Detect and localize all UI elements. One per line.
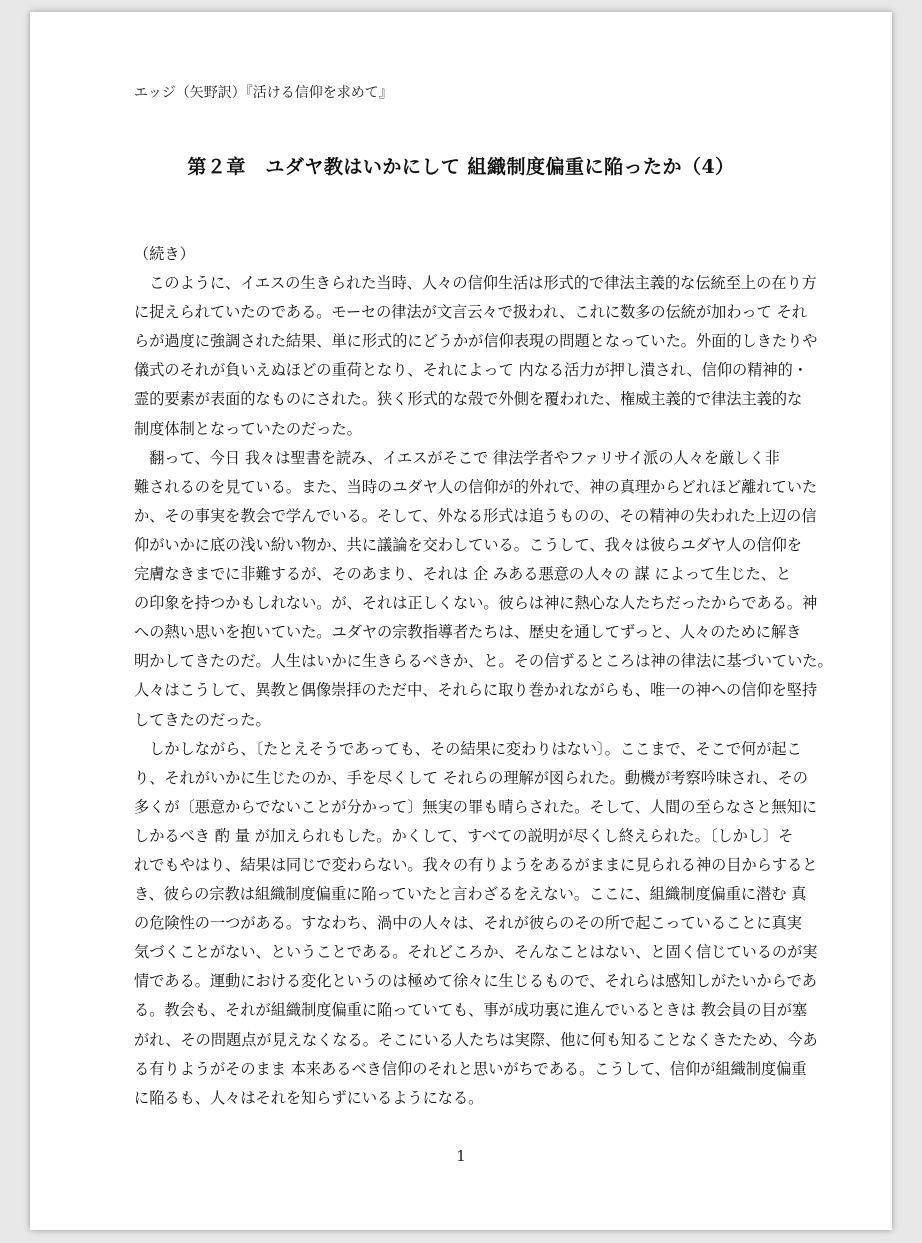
document-page (30, 12, 892, 1230)
text-line: り、それがいかに生じたのか、手を尽くして それらの理解が図られた。動機が考察吟味され、その (134, 768, 808, 787)
text-line: 難されるのを見ている。また、当時のユダヤ人の信仰が的外れで、神の真理からどれほど離れていた (134, 477, 818, 496)
text-line: の印象を持つかもしれない。が、それは正しくない。彼らは神に熱心な人たちだったからである。神 (134, 594, 818, 613)
chapter-title: 第２章 ユダヤ教はいかにして 組織制度偏重に陥ったか（4） (187, 156, 735, 178)
text-line: か、その事実を教会で学んでいる。そして、外なる形式は追うものの、その精神の失われた上辺の信 (134, 506, 817, 525)
text-line: に捉えられていたのである。モーセの律法が文言云々で扱われ、これに数多の伝統が加わって それ (134, 303, 807, 322)
text-line: れでもやはり、結果は同じで変わらない。我々の有りようをあるがままに見られる神の目からすると (134, 855, 818, 874)
text-line: の危険性の一つがある。すなわち、渦中の人々は、それが彼らのその所で起こっていることに真実 (134, 914, 802, 933)
text-line: してきたのだった。 (134, 710, 271, 729)
text-line: 気づくことがない、ということである。それどころか、そんなことはない、と固く信じているのが実 (134, 943, 818, 962)
text-line: る。教会も、それが組織制度偏重に陥っていても、事が成功裏に進んでいるときは 教会員の目が塞 (134, 1001, 808, 1020)
text-line: らが過度に強調された結果、単に形式的にどうかが信仰表現の問題となっていた。外面的しきたりや (134, 332, 818, 351)
text-line: 儀式のそれが負いえぬほどの重荷となり、それによって 内なる活力が押し潰され、信仰の精神的・ (134, 361, 808, 380)
running-header: エッジ（矢野訳）『活ける信仰を求めて』 (134, 85, 393, 101)
text-line: 情である。運動における変化というのは極めて徐々に生じるもので、それらは感知しがたいからであ (134, 972, 817, 991)
text-line: への熱い思いを抱いていた。ユダヤの宗教指導者たちは、歴史を通してずっと、人々のために解き (134, 623, 802, 642)
text-line: 翻って、今日 我々は聖書を読み、イエスがそこで 律法学者やファリサイ派の人々を厳しく非 (134, 448, 780, 467)
text-line: 多くが〔悪意からでないことが分かって〕無実の罪も晴らされた。そして、人間の至らなさと無知に (134, 797, 817, 816)
text-line: がれ、その問題点が見えなくなる。そこにいる人たちは実際、他に何も知ることなくきたため、今あ (134, 1030, 818, 1049)
body-text (134, 240, 833, 1113)
text-line: 制度体制となっていたのだった。 (134, 419, 362, 438)
text-line: る有りようがそのまま 本来あるべき信仰のそれと思いがちである。こうして、信仰が組織制度偏重 (134, 1059, 807, 1078)
text-line: しかるべき 酌 量 が加えられもした。かくして、すべての説明が尽くし終えられた。〔しかし〕そ (134, 826, 794, 845)
text-line: しかしながら、〔たとえそうであっても、その結果に変わりはない〕。ここまで、そこで何が起こ (134, 739, 802, 758)
text-line: 人々はこうして、異教と偶像崇拝のただ中、それらに取り巻かれながらも、唯一の神への信仰を堅持 (134, 681, 818, 700)
text-line: 仰がいかに底の浅い紛い物か、共に議論を交わしている。こうして、我々は彼らユダヤ人の信仰を (134, 535, 802, 554)
text-line: 明かしてきたのだ。人生はいかに生きらるべきか、と。その信ずるところは神の律法に基づいていた。 (134, 652, 833, 671)
text-line: き、彼らの宗教は組織制度偏重に陥っていたと言わざるをえない。ここに、組織制度偏重に潜む 真 (134, 885, 807, 904)
text-line: に陥るも、人々はそれを知らずにいるようになる。 (134, 1088, 484, 1107)
text-line: 完膚なきまでに非難するが、そのあまり、それは 企 みある悪意の人々の 謀 によって生じた、と (134, 565, 792, 584)
page-number: 1 (456, 1147, 466, 1165)
text-line: このように、イエスの生きられた当時、人々の信仰生活は形式的で律法主義的な伝統至上の在り方 (134, 274, 817, 293)
text-line: 霊的要素が表面的なものにされた。狭く形式的な殻で外側を覆われた、権威主義的で律法主義的な (134, 390, 803, 409)
text-line: （続き） (134, 245, 195, 263)
